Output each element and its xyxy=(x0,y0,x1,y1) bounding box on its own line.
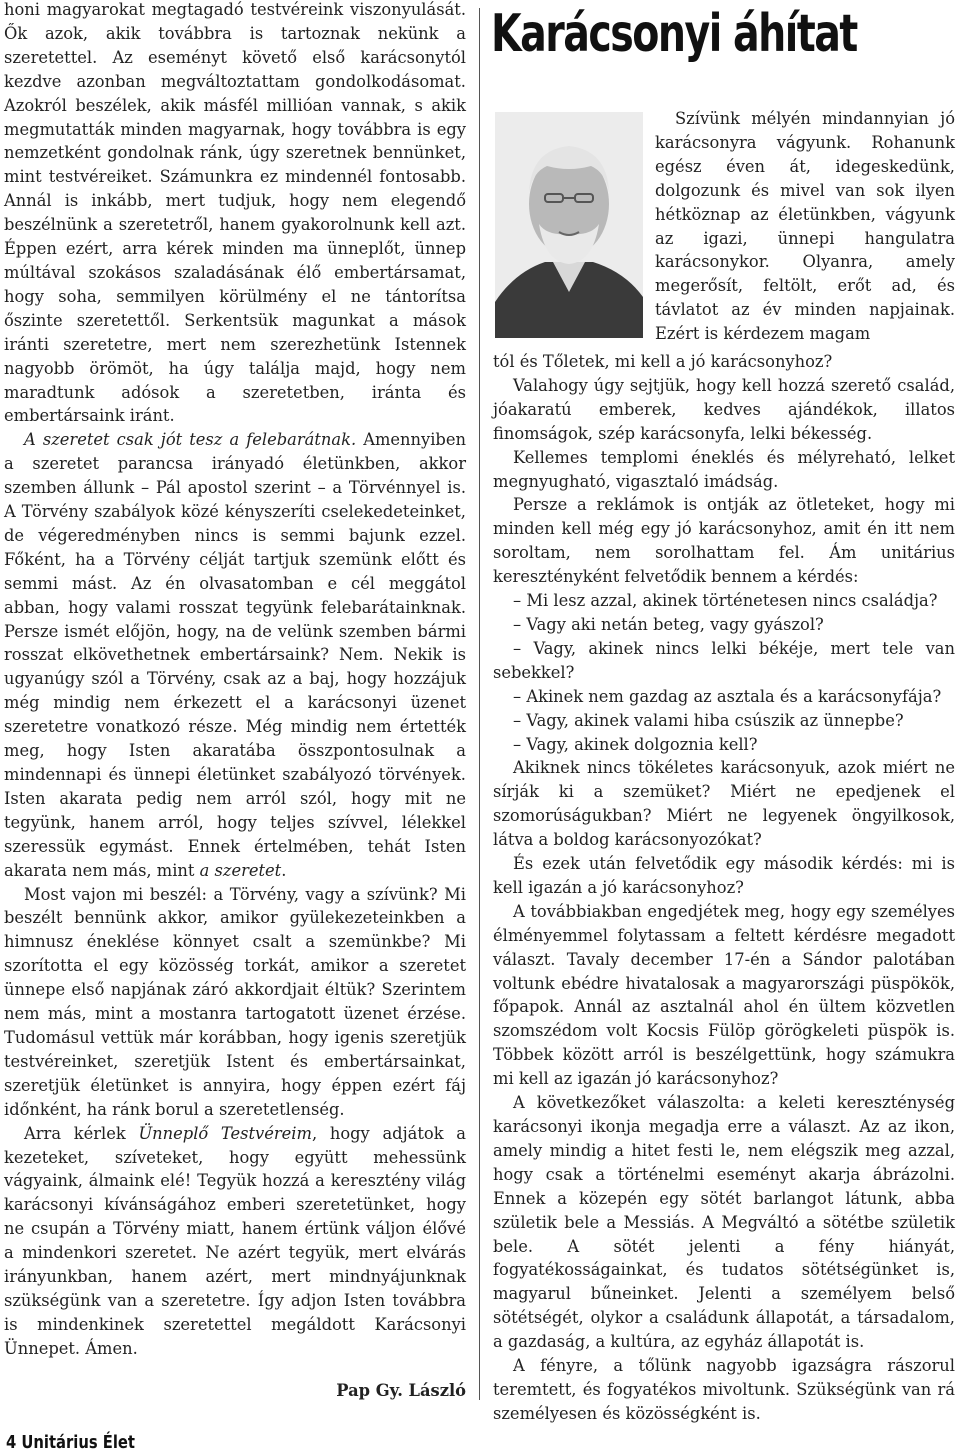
page-footer xyxy=(6,1432,135,1453)
question-item: – Vagy, akinek nincs lelki békéje, mert tele van sebekkel? xyxy=(493,638,955,682)
italic-text: A szeretet csak jót tesz a felebarátnak. xyxy=(24,430,357,450)
paragraph: honi magyarokat megtagadó testvéreink viszonyulását. Ők azok, akik továbbra is tartoznak nekünk a szeretettel. Az eseményt követő első karácsonytól kezdve azonban megváltoztattam gondolkodásomat. Azokról beszélek, akik másfél millióan vannak, s akik megmutatták minden magyarnak, hogy továbbra is egy nemzetként gondolnak ránk, úgy szeretnek bennünket, mint testvéreiket. Számunkra ez mindennél fontosabb. Annál is inkább, mert tudjuk, hogy nem elegendő beszélnünk a szeretetről, hanem gyakorolnunk kell azt. Éppen ezért, arra kérek minden ma ünneplőt, ünnep múltával szokásos szaladásának élő embertársamat, hogy soha, semmilyen körülmény el ne tántorítsa őszinte szeretettől. Serkentsük magunkat a mások iránti szeretetre, mert nem szerezhetünk Istennek nagyobb örömöt, ha úgy találja majd, hogy nem maradtunk adósok a szeretetben, iránta és embertársaink iránt. xyxy=(4,0,466,426)
paragraph-text: Arra kérlek xyxy=(24,1123,139,1143)
intro-paragraph: Szívünk mélyén mindannyian jó karácsonyra vágyunk. Rohanunk egész éven át, idegeskedünk, dolgozunk és mivel van sok ilyen hétköznap az életünkben, vágyunk az igazi, ünnepi hangulatra karácsonykor. Olyanra, amely megerősít, feltölt, erőt ad, és távlatot az év minden napjainak. Ezért is kérdezem magam xyxy=(655,109,955,344)
paragraph: A következőket válaszolta: a keleti kereszténység karácsonyi ikonja megadja erre a választ. Az az ikon, amely mindig a hitet festi le, nem elégszik meg azzal, hogy csak a történelmi eseményt akarja ábrázolni. Ennek a közepén egy sötét barlangot látunk, abba születik bele a Messiás. A Megváltó a sötétbe születik bele. A sötét jelenti a fény hiányát, fogyatékosságainkat, és tudatos sötétségünket is, magyarul bűneinket. Jelenti a személyem belső sötétségét, olykor a családunk állapotát, a társadalom, a gazdaság, a kultúra, az egyház állapotát is. xyxy=(493,1093,955,1352)
question-item: – Vagy, akinek valami hiba csúszik az ünnepbe? xyxy=(513,710,904,730)
paragraph: Persze a reklámok is ontják az ötleteket, hogy mi minden kell még egy jó karácsonyhoz, amit én itt nem soroltam, nem sorolhattam fel. Ám unitárius keresztényként felvetődik bennem a kérdés: xyxy=(493,495,955,587)
author-portrait xyxy=(495,112,643,338)
paragraph: Most vajon mi beszél: a Törvény, vagy a szívünk? Mi beszélt bennünk akkor, amikor gyülekezeteinkben a himnusz éneklése könnyet csalt a szemünkbe? Mi szorította el egy közösség torkát, amikor a szeretet ünnepe első napjának záró akkordjait éltük? Szerintem nem más, mint a mostanra tartogatott üzenet érzése. Tudomásul vettük már korábban, hogy igenis szeretjük testvéreinket, szeretjük Istent és embertársainkat, szeretjük életünket is annyira, hogy éppen ezért fáj időnként, ha ránk borul a szeretetlenség. xyxy=(4,884,466,1119)
paragraph: Valahogy úgy sejtjük, hogy kell hozzá szerető család, jóakaratú emberek, kedves ajándékok, illatos finomságok, szép karácsonyfa, lelki békesség. xyxy=(493,375,955,443)
paragraph-text: Amennyiben a szeretet parancsa irányadó életünkben, akkor szemben állunk – Pál apostol szerint – a Törvénnyel is. A Törvény szabályok közé kényszeríti cselekedeteinket, de végeredményben nincs is semmi bajunk ezzel. Főként, ha a Törvény célját tartjuk szemünk előtt és semmi mást. Az én olvasatomban e cél meggátol abban, hogy valami rosszat tegyünk felebarátainknak. Persze ismét előjön, hogy, na de velünk szemben bármi rosszat elkövethetnek embertársaink? Nem. Nekik is ugyanúgy szól a Törvény, csak az a baj, hogy hozzájuk még mindig nem érkezett el a karácsonyi üzenet szeretetre vonatkozó része. Még mindig nem értették meg, hogy Isten akaratába összpontosulnak a mindennapi és ünnepi életünket szabályozó törvények. Isten akarata pedig nem arról szól, hogy mit ne tegyünk, hanem arról, hogy teljes szívvel, lélekkel szeressük egymást. Ennek értelmében, tehát Isten akarata nem más, mint xyxy=(4,430,466,880)
question-item: – Vagy, akinek dolgoznia kell? xyxy=(513,734,758,754)
right-column xyxy=(493,350,955,1426)
left-column xyxy=(4,0,466,1403)
article-intro xyxy=(655,107,955,346)
paragraph-text: , hogy adjátok a kezeteket, szíveteket, hogy együtt mehessünk vágyaink, álmaink elé! Tegyük hozzá a keresztény világ karácsonyi kívánságához emberi szeretetünket, hogy ne csupán a Törvény miatt, hanem értünk váljon élővé a mindenkori szeretet. Ne azért tegyük, mert elvárás irányunkban, hanem azért, mert mindnyájunknak szükségünk van a szeretetre. Így adjon Isten továbbra is mindenkinek szeretettel megáldott Karácsonyi Ünnepet. Ámen. xyxy=(4,1123,466,1358)
paragraph xyxy=(4,1122,466,1361)
paragraph: A továbbiakban engedjétek meg, hogy egy személyes élményemmel folytassam a feltett kérdésre megadott választ. Tavaly december 17-én a Sándor palotában voltunk ebédre hivatalosak a magyarországi püspökök, főpapok. Annál az asztalnál ahol én ültem közvetlen szomszédom volt Kocsis Fülöp görögkeleti püspök is. Többek között arról is beszélgettünk, hogy számukra mi kell az igazán jó karácsonyhoz? xyxy=(493,901,955,1089)
question-item: – Akinek nem gazdag az asztala és a karácsonyfája? xyxy=(513,686,942,706)
paragraph: Akiknek nincs tökéletes karácsonyuk, azok miért ne sírják ki a szemüket? Miért ne epedjenek el szomorúságukban? Miért ne legyenek öngyilkosok, látva a boldog karácsonyozókat? xyxy=(493,758,955,850)
paragraph: Kellemes templomi éneklés és mélyreható, lelket megnyugható, vigasztaló imádság. xyxy=(493,447,955,491)
italic-text: Ünneplő Testvéreim xyxy=(138,1123,312,1143)
author-photo xyxy=(495,112,643,338)
magazine-name: Unitárius Élet xyxy=(21,1432,135,1453)
paragraph: A fényre, a tőlünk nagyobb igazságra rászorul teremtett, és fogyatékos mivoltunk. Szükségünk van rá személyesen és közösségként is. xyxy=(493,1356,955,1423)
author-signature: Pap Gy. László xyxy=(336,1380,466,1400)
question-item: – Vagy aki netán beteg, vagy gyászol? xyxy=(513,614,824,634)
column-divider xyxy=(479,8,480,1400)
paragraph-text: . xyxy=(281,860,287,880)
italic-text: a szeretet xyxy=(199,860,282,880)
paragraph xyxy=(4,428,466,882)
page-number: 4 xyxy=(6,1432,17,1453)
paragraph: tól és Tőletek, mi kell a jó karácsonyhoz? xyxy=(493,352,833,371)
question-item: – Mi lesz azzal, akinek történetesen nincs családja? xyxy=(513,591,938,611)
paragraph: És ezek után felvetődik egy második kérdés: mi is kell igazán a jó karácsonyhoz? xyxy=(493,854,955,897)
article-title: Karácsonyi áhítat xyxy=(491,4,857,64)
